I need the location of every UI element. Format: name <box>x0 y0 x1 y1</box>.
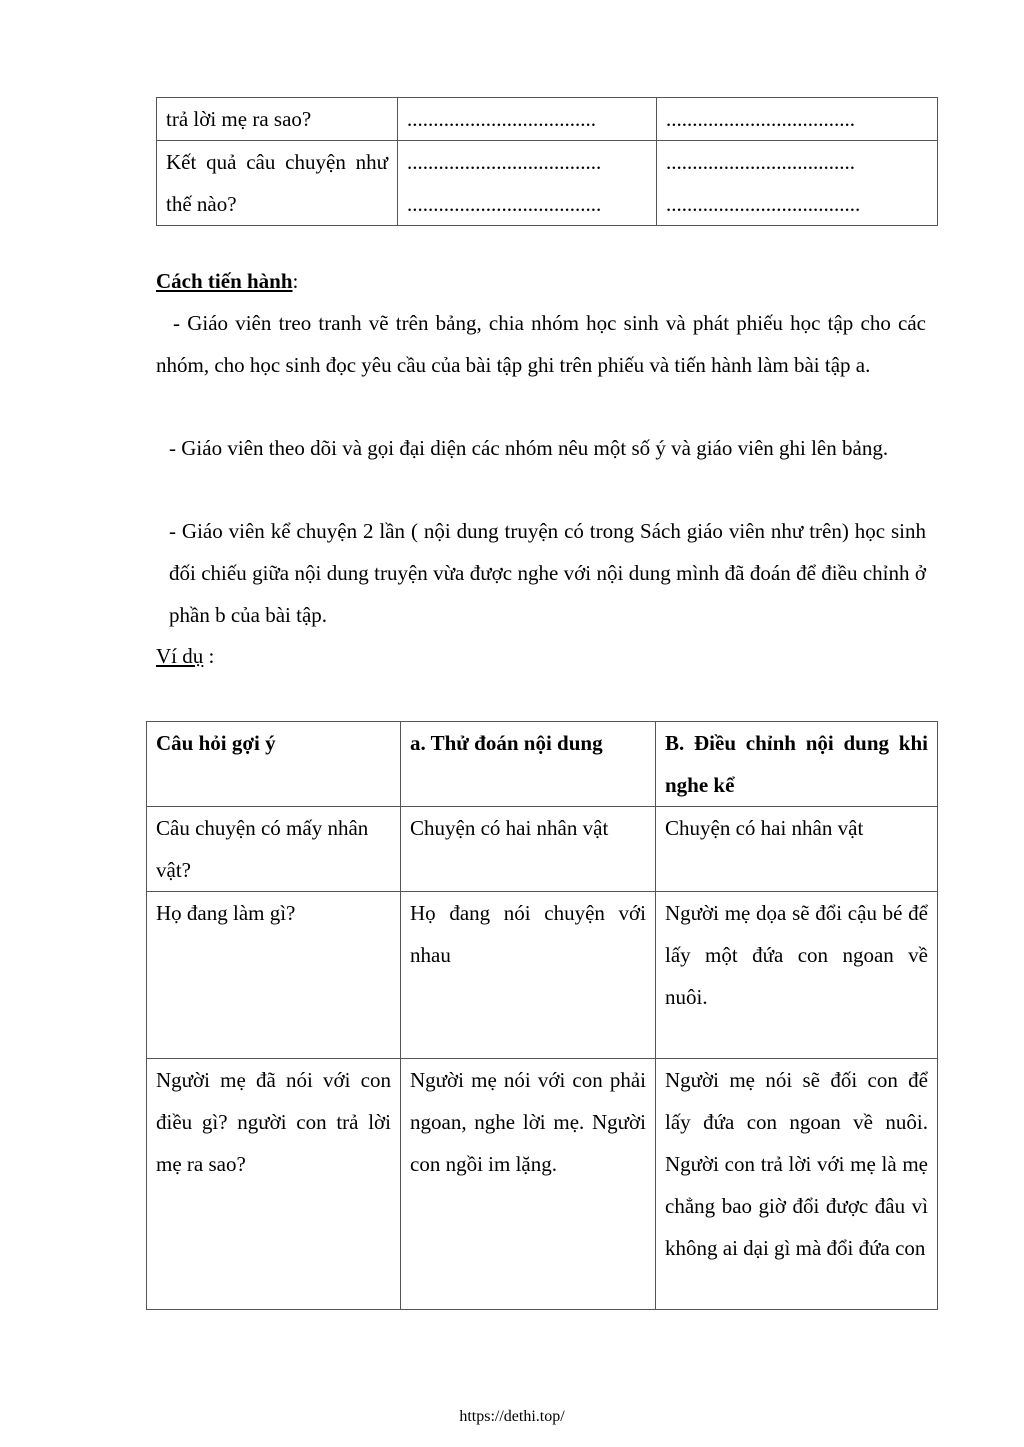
example-table <box>146 721 938 1310</box>
adjust-cell: .................................... <box>657 98 938 141</box>
continued-table <box>156 97 938 226</box>
heading-colon: : <box>292 269 299 293</box>
question-cell: trả lời mẹ ra sao? <box>157 98 398 141</box>
example-colon: : <box>203 644 215 668</box>
example-text: Ví dụ <box>156 644 204 668</box>
table-row <box>147 892 938 1059</box>
table-header-row <box>147 722 938 807</box>
example-label <box>156 635 926 677</box>
guess-cell: ..................................... ..................................... <box>398 141 657 226</box>
section-heading <box>156 260 926 302</box>
adjust-cell: Người mẹ dọa sẽ đổi cậu bé để lấy một đứa con ngoan về nuôi. <box>656 892 938 1059</box>
adjust-cell: Chuyện có hai nhân vật <box>656 807 938 892</box>
header-guess: a. Thử đoán nội dung <box>401 722 656 807</box>
question-cell: Người mẹ đã nói với con điều gì? người con trả lời mẹ ra sao? <box>147 1059 401 1310</box>
question-cell: Kết quả câu chuyện như thế nào? <box>157 141 398 226</box>
adjust-cell: .................................... ..................................... <box>657 141 938 226</box>
guess-cell: Chuyện có hai nhân vật <box>401 807 656 892</box>
question-cell: Câu chuyện có mấy nhân vật? <box>147 807 401 892</box>
guess-cell: Người mẹ nói với con phải ngoan, nghe lời mẹ. Người con ngồi im lặng. <box>401 1059 656 1310</box>
table-row <box>147 807 938 892</box>
table-row <box>157 141 938 226</box>
paragraph-1: - Giáo viên treo tranh vẽ trên bảng, chia nhóm học sinh và phát phiếu học tập cho các nhóm, cho học sinh đọc yêu cầu của bài tập ghi trên phiếu và tiến hành làm bài tập a. <box>156 311 926 377</box>
guess-cell: Họ đang nói chuyện với nhau <box>401 892 656 1059</box>
guess-cell: .................................... <box>398 98 657 141</box>
table-row <box>157 98 938 141</box>
table-row <box>147 1059 938 1310</box>
footer-url: https://dethi.top/ <box>459 1408 565 1425</box>
paragraph-2: - Giáo viên theo dõi và gọi đại diện các nhóm nêu một số ý và giáo viên ghi lên bảng. <box>169 436 889 460</box>
heading-text: Cách tiến hành <box>156 269 293 293</box>
paragraph-3: - Giáo viên kể chuyện 2 lần ( nội dung truyện có trong Sách giáo viên như trên) học sinh đối chiếu giữa nội dung truyện vừa được nghe với nội dung mình đã đoán để điều chỉnh ở phần b của bài tập. <box>169 519 926 627</box>
header-question: Câu hỏi gợi ý <box>147 722 401 807</box>
header-adjust: B. Điều chỉnh nội dung khi nghe kể <box>656 722 938 807</box>
adjust-cell: Người mẹ nói sẽ đối con để lấy đứa con ngoan về nuôi. Người con trả lời với mẹ là mẹ chẳng bao giờ đổi được đâu vì không ai dại gì mà đổi đứa con <box>656 1059 938 1310</box>
question-cell: Họ đang làm gì? <box>147 892 401 1059</box>
